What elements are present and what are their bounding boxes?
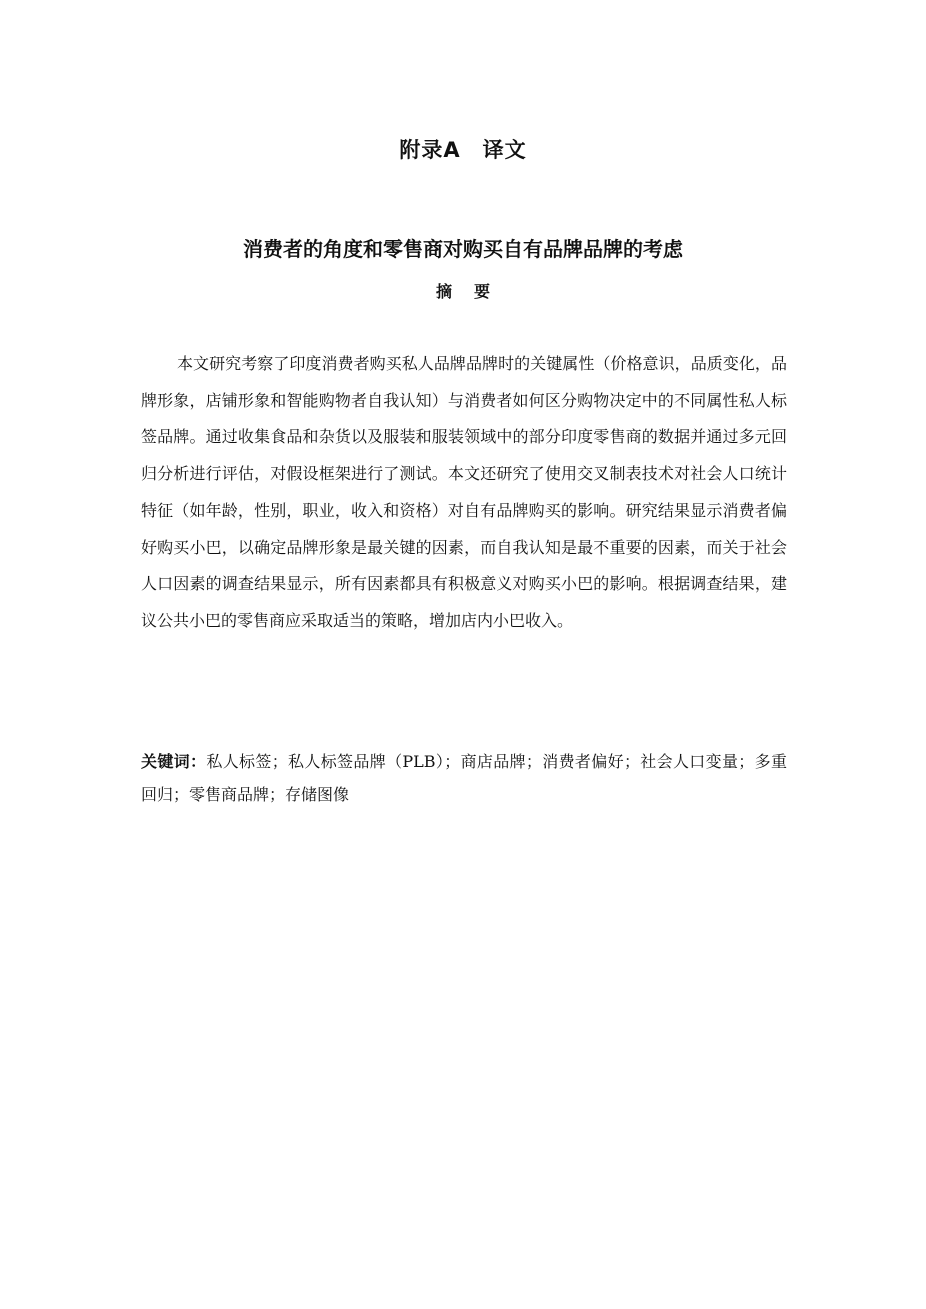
abstract-heading: 摘要 [435,282,512,301]
keywords-label: 关键词： [141,752,207,771]
paper-title: 消费者的角度和零售商对购买自有品牌品牌的考虑 [243,237,683,261]
keywords-text: 私人标签；私人标签品牌（PLB）；商店品牌；消费者偏好；社会人口变量；多重回归；零售商品牌；存储图像 [141,752,787,804]
keywords-section [141,745,787,811]
appendix-title: 附录A 译文 [399,138,527,162]
abstract-body: 本文研究考察了印度消费者购买私人品牌品牌时的关键属性（价格意识，品质变化，品牌形象，店铺形象和智能购物者自我认知）与消费者如何区分购物决定中的不同属性私人标签品牌。通过收集食品和杂货以及服装和服装领域中的部分印度零售商的数据并通过多元回归分析进行评估，对假设框架进行了测试。本文还研究了使用交叉制表技术对社会人口统计特征（如年龄，性别，职业，收入和资格）对自有品牌购买的影响。研究结果显示消费者偏好购买小巴，以确定品牌形象是最关键的因素，而自我认知是最不重要的因素，而关于社会人口因素的调查结果显示，所有因素都具有积极意义对购买小巴的影响。根据调查结果，建议公共小巴的零售商应采取适当的策略，增加店内小巴收入。 [141,354,787,630]
